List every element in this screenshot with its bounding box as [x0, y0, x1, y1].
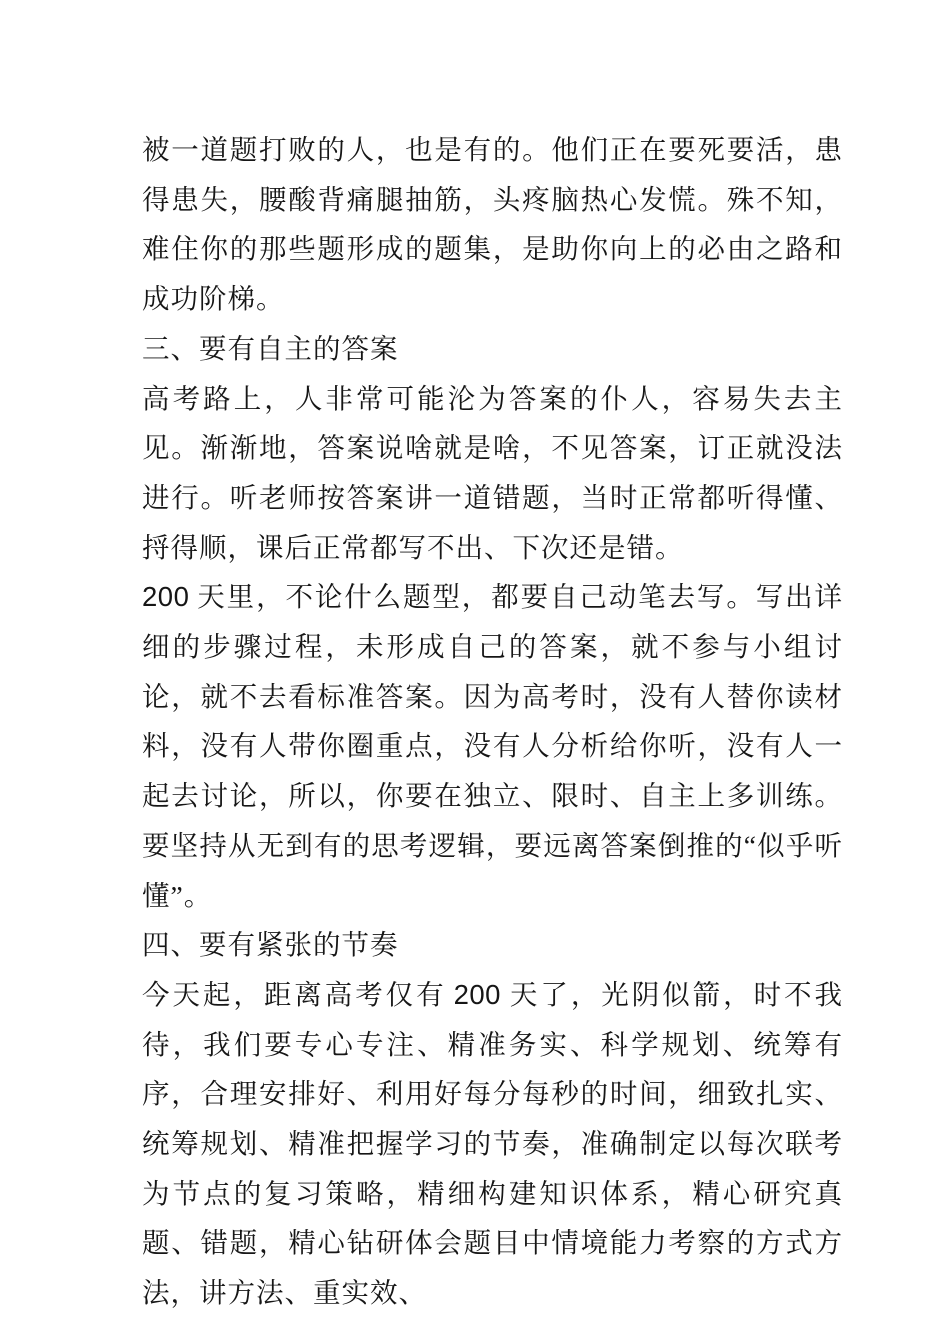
- section-heading-4: [142, 920, 843, 970]
- paragraph-text: 天里，不论什么题型，都要自己动笔去写。写出详细的步骤过程，未形成自己的答案，就不参与小组讨论，就不去看标准答案。因为高考时，没有人替你读材料，没有人带你圈重点，没有人分析给你听，没有人一起去讨论，所以，你要在独立、限时、自主上多训练。要坚持从无到有的思考逻辑，要远离答案倒推的“似乎听懂”。: [142, 581, 843, 911]
- paragraph-text: 天了，光阴似箭，时不我待，我们要专心专注、精准务实、科学规划、统筹有序，合理安排好、利用好每分每秒的时间，细致扎实、统筹规划、精准把握学习的节奏，准确制定以每次联考为节点的复习策略，精细构建知识体系，精心研究真题、错题，精心钻研体会题目中情境能力考察的方式方法，讲方法、重实效、: [142, 978, 844, 1309]
- days-remaining-count: 200: [453, 978, 501, 1010]
- days-remaining-count: 200: [142, 581, 190, 613]
- section-heading-3: [142, 324, 843, 374]
- body-paragraph: [142, 572, 843, 920]
- paragraph-text: 今天起，距离高考仅有: [142, 978, 447, 1010]
- paragraph-text: 高考路上，人非常可能沦为答案的仆人，容易失去主见。渐渐地，答案说啥就是啥，不见答案，订正就没法进行。听老师按答案讲一道错题，当时正常都听得懂、捋得顺，课后正常都写不出、下次还是错。: [142, 382, 843, 563]
- heading-text: 四、要有紧张的节奏: [142, 929, 399, 961]
- body-paragraph: [142, 125, 843, 324]
- paragraph-text: 被一道题打败的人，也是有的。他们正在要死要活，患得患失，腰酸背痛腿抽筋，头疼脑热心发慌。殊不知，难住你的那些题形成的题集，是助你向上的必由之路和成功阶梯。: [142, 134, 843, 315]
- body-paragraph: [142, 374, 843, 573]
- body-paragraph: [142, 970, 843, 1318]
- heading-text: 三、要有自主的答案: [142, 332, 399, 364]
